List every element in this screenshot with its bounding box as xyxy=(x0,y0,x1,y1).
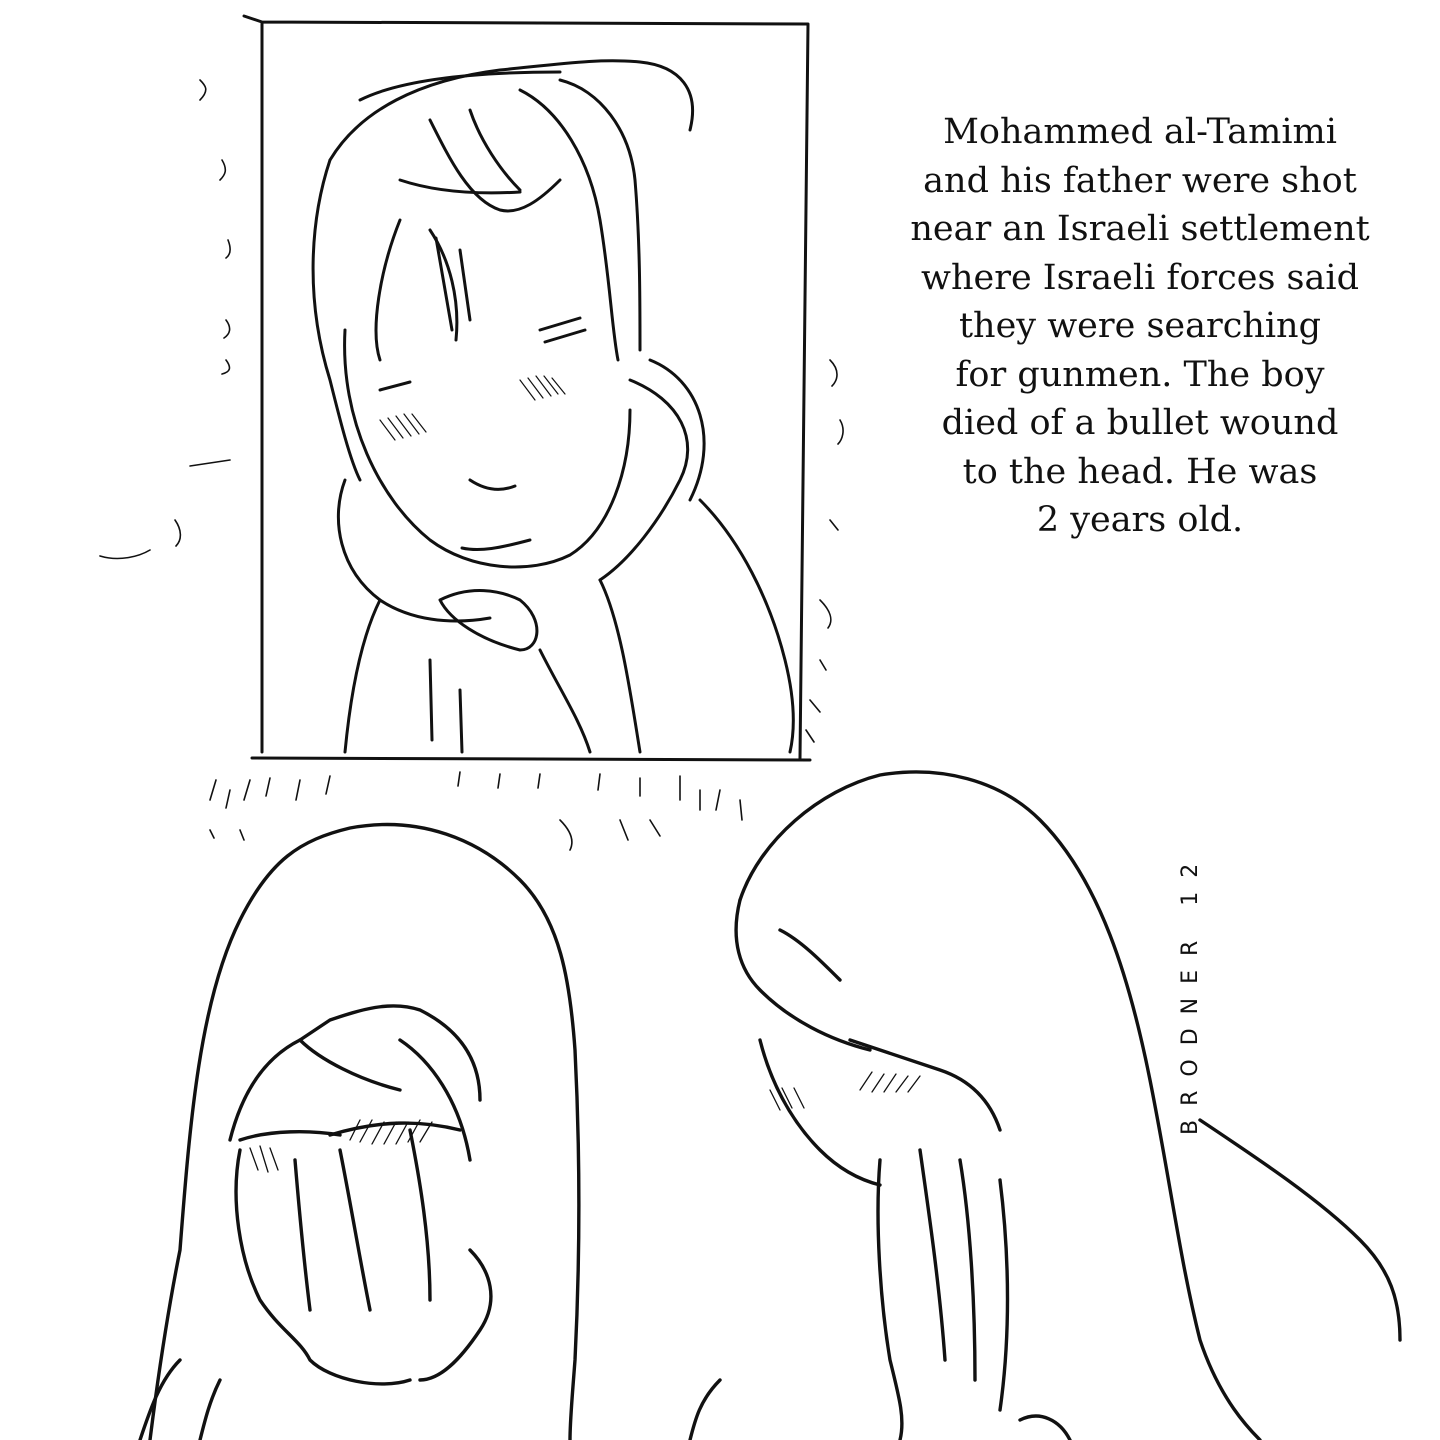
women-brow-hatching xyxy=(250,1072,920,1172)
caption-line: died of a bullet wound xyxy=(941,403,1339,443)
woman-right xyxy=(690,772,1400,1440)
woman-left xyxy=(140,825,579,1440)
artist-signature: BRODNER 12 xyxy=(1178,849,1203,1135)
story-caption xyxy=(900,108,1380,545)
caption-line: 2 years old. xyxy=(1036,500,1244,540)
caption-line: to the head. He was xyxy=(962,451,1318,492)
caption-line: Mohammed al-Tamimi xyxy=(943,112,1337,152)
caption-line: they were searching xyxy=(958,306,1321,346)
framed-portrait xyxy=(100,16,843,850)
grieving-women xyxy=(140,772,1400,1440)
caption-line: where Israeli forces said xyxy=(921,257,1359,298)
boy-cheek-hatching xyxy=(380,376,565,440)
frame-hatching xyxy=(100,80,843,850)
caption-line: for gunmen. The boy xyxy=(955,354,1325,395)
boy-portrait xyxy=(313,61,793,752)
caption-line: and his father were shot xyxy=(923,160,1357,201)
caption-line: near an Israeli settlement xyxy=(910,209,1370,249)
